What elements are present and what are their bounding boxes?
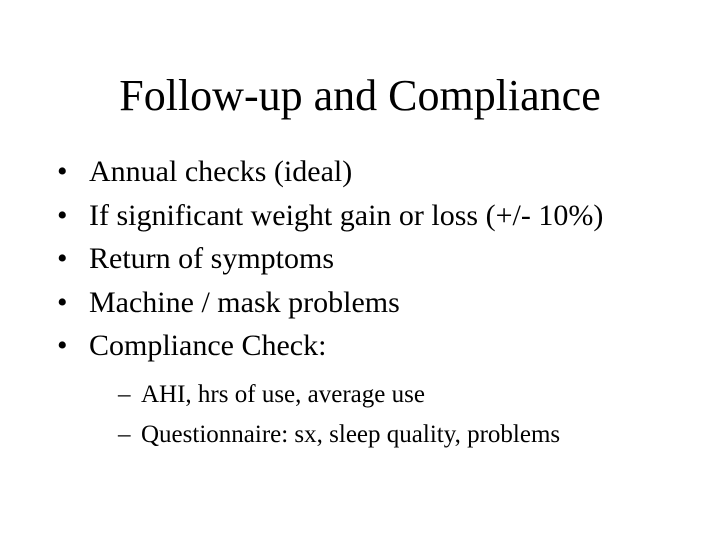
subbullet-text: AHI, hrs of use, average use [141,381,425,408]
subbullet-marker: – [118,381,131,408]
bullet-text: Machine / mask problems [89,285,400,319]
bullet-text: Return of symptoms [89,242,334,275]
bullet-marker: • [57,155,68,188]
bullet-marker: • [57,285,68,319]
bullet-text: If significant weight gain or loss (+/- 10%) [89,198,604,232]
bullet-marker: • [57,198,68,232]
bullet-marker: • [57,242,68,275]
subbullet-marker: – [118,421,131,448]
bullet-marker: • [57,329,68,362]
slide-title: Follow-up and Compliance [119,71,601,120]
bullet-text: Compliance Check: [89,329,327,362]
subbullet-text: Questionnaire: sx, sleep quality, problems [141,421,561,448]
bullet-text: Annual checks (ideal) [89,155,353,188]
